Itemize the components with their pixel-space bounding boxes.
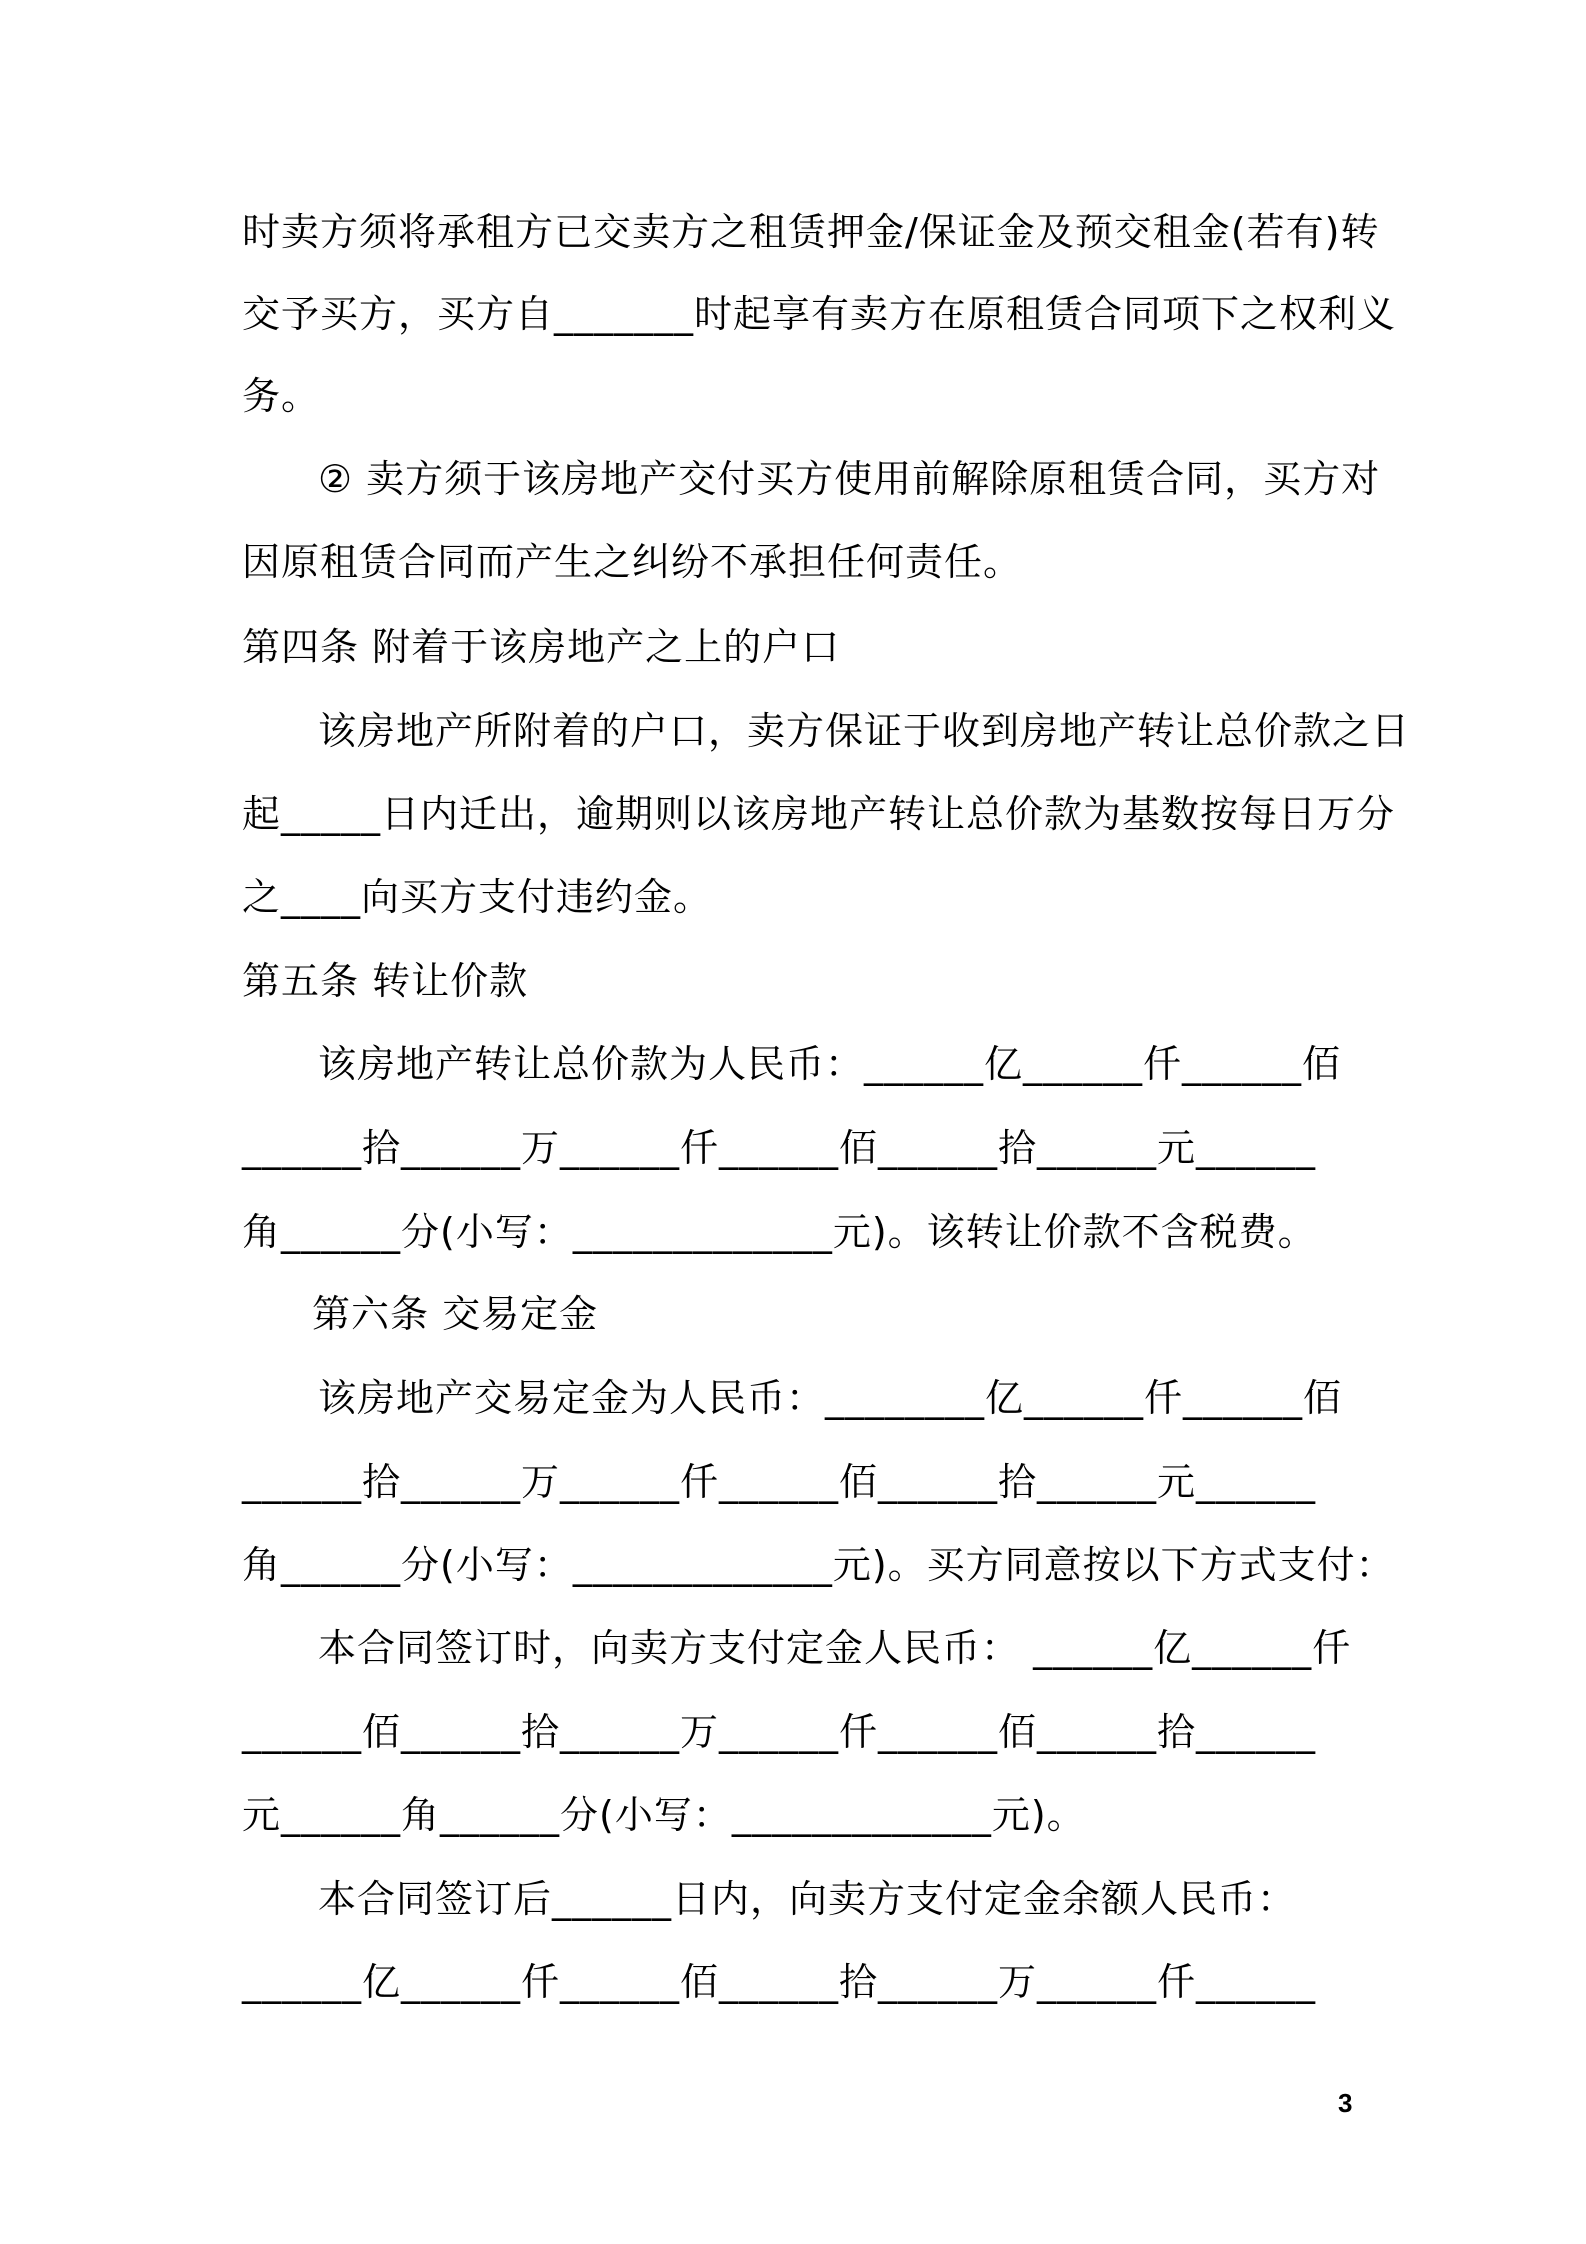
- paragraph-line: 该房地产转让总价款为人民币：______亿______仟______佰: [318, 1042, 1342, 1086]
- paragraph-line: 本合同签订时，向卖方支付定金人民币： ______亿______仟: [318, 1626, 1352, 1670]
- paragraph-line: 时卖方须将承租方已交卖方之租赁押金/保证金及预交租金(若有)转: [242, 210, 1380, 254]
- paragraph-line: 交予买方，买方自_______时起享有卖方在原租赁合同项下之权利义: [242, 292, 1397, 336]
- paragraph-line: ______亿______仟______佰______拾______万______仟______: [242, 1960, 1317, 2004]
- paragraph-line: ______佰______拾______万______仟______佰______拾______: [242, 1710, 1317, 1754]
- article-heading: 第五条 转让价款: [242, 959, 529, 1003]
- paragraph-line: ② 卖方须于该房地产交付买方使用前解除原租赁合同，买方对: [318, 457, 1381, 501]
- paragraph-line: 该房地产所附着的户口，卖方保证于收到房地产转让总价款之日: [318, 709, 1411, 753]
- paragraph-line: 该房地产交易定金为人民币：________亿______仟______佰: [318, 1376, 1343, 1420]
- article-heading: 第六条 交易定金: [312, 1292, 599, 1336]
- paragraph-line: 角______分(小写：_____________元)。买方同意按以下方式支付：: [242, 1543, 1395, 1587]
- paragraph-line: 角______分(小写：_____________元)。该转让价款不含税费。: [242, 1210, 1317, 1254]
- page-number: 3: [1338, 2088, 1353, 2118]
- paragraph-line: 因原租赁合同而产生之纠纷不承担任何责任。: [242, 540, 1023, 584]
- paragraph-line: 起_____日内迁出，逾期则以该房地产转让总价款为基数按每日万分: [242, 792, 1396, 836]
- paragraph-line: 本合同签订后______日内，向卖方支付定金余额人民币：: [318, 1877, 1297, 1921]
- paragraph-line: 之____向买方支付违约金。: [242, 875, 713, 919]
- article-heading: 第四条 附着于该房地产之上的户口: [242, 625, 841, 669]
- paragraph-line: ______拾______万______仟______佰______拾______元______: [242, 1126, 1317, 1170]
- paragraph-line: ______拾______万______仟______佰______拾______元______: [242, 1460, 1317, 1504]
- paragraph-line: 元______角______分(小写：_____________元)。: [242, 1793, 1086, 1837]
- paragraph-line: 务。: [242, 374, 321, 418]
